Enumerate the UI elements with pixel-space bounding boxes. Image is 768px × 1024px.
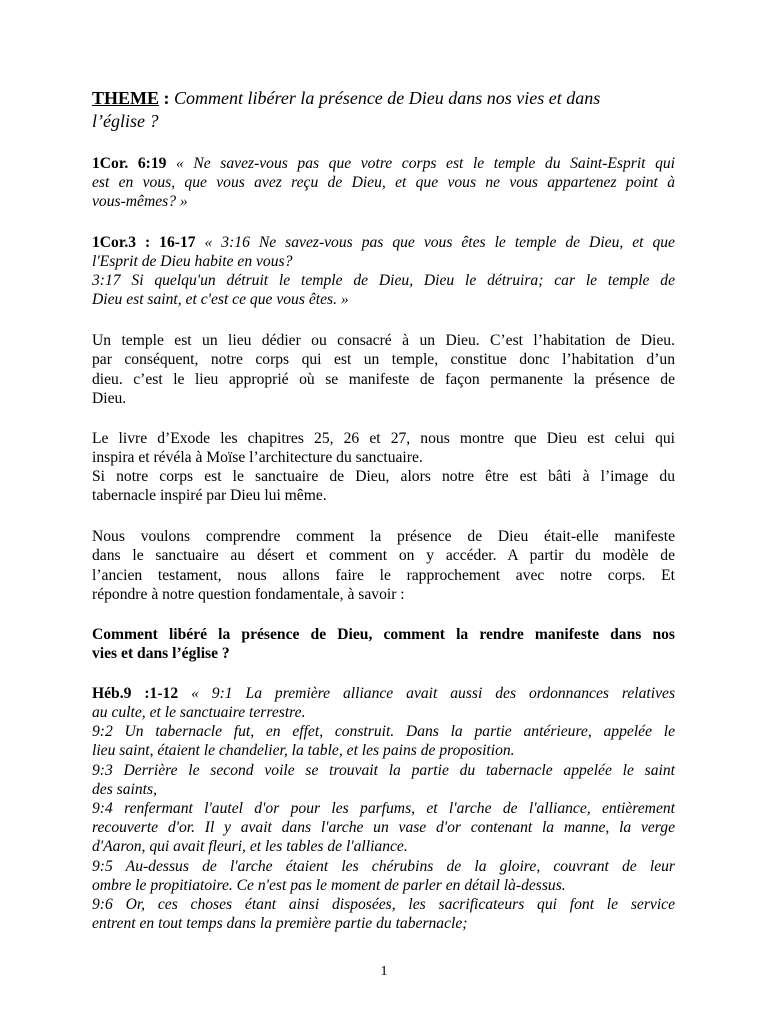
verse-line: des saints, xyxy=(92,781,157,798)
verse-line: vous-mêmes? » xyxy=(92,193,188,210)
verse-line: Dieu est saint, et c'est ce que vous êtes. » xyxy=(92,291,349,308)
paragraph-line: Dieu. xyxy=(92,390,127,407)
paragraph-line: tabernacle inspiré par Dieu lui même. xyxy=(92,487,327,504)
verse-line: 9:6 Or, ces choses étant ainsi disposées, les sacrificateurs qui font le service xyxy=(92,896,675,913)
verse-reference: 1Cor.3 : 16-17 xyxy=(92,234,196,251)
verse-line: recouverte d'or. Il y avait dans l'arche un vase d'or contenant la manne, la verge xyxy=(92,819,675,836)
paragraph-line: répondre à notre question fondamentale, à savoir : xyxy=(92,586,405,603)
verse-text: « Ne savez-vous pas que votre corps est le temple du Saint-Esprit qui xyxy=(166,155,675,172)
verse-line: 9:5 Au-dessus de l'arche étaient les chérubins de la gloire, couvrant de leur xyxy=(92,858,675,875)
verse-line: est en vous, que vous avez reçu de Dieu, et que vous ne vous appartenez point à xyxy=(92,174,675,191)
paragraph-line: par conséquent, notre corps qui est un temple, constitue donc l’habitation d’un xyxy=(92,351,675,368)
paragraph-line: l’ancien testament, nous allons faire le rapprochement avec notre corps. Et xyxy=(92,567,675,584)
verse-text: « 3:16 Ne savez-vous pas que vous êtes le temple de Dieu, et que xyxy=(195,234,675,251)
paragraph-line: Nous voulons comprendre comment la présence de Dieu était-elle manifeste xyxy=(92,528,675,545)
verse-line: lieu saint, étaient le chandelier, la table, et les pains de proposition. xyxy=(92,742,515,759)
verse-line: entrent en tout temps dans la première partie du tabernacle; xyxy=(92,915,468,932)
paragraph-line: inspira et révéla à Moïse l’architecture du sanctuaire. xyxy=(92,449,423,466)
verse-line: au culte, et le sanctuaire terrestre. xyxy=(92,704,306,721)
verse-line: 9:4 renfermant l'autel d'or pour les parfums, et l'arche de l'alliance, entièrement xyxy=(92,800,675,817)
theme-text-line-2: l’église ? xyxy=(92,111,159,131)
verse-line: 9:2 Un tabernacle fut, en effet, construit. Dans la partie antérieure, appelée le xyxy=(92,723,675,740)
verse-line: 9:3 Derrière le second voile se trouvait la partie du tabernacle appelée le saint xyxy=(92,762,675,779)
page-number: 1 xyxy=(380,964,388,979)
verse-reference: 1Cor. 6:19 xyxy=(92,155,167,172)
theme-text-line-1: Comment libérer la présence de Dieu dans nos vies et dans xyxy=(174,88,601,108)
verse-line: ombre le propitiatoire. Ce n'est pas le moment de parler en détail là-dessus. xyxy=(92,877,566,894)
paragraph-line: dieu. c’est le lieu approprié où se manifeste de façon permanente la présence de xyxy=(92,371,675,388)
page-title xyxy=(92,87,600,109)
verse-line: d'Aaron, qui avait fleuri, et les tables de l'alliance. xyxy=(92,838,408,855)
paragraph-line: Le livre d’Exode les chapitres 25, 26 et 27, nous montre que Dieu est celui qui xyxy=(92,430,675,447)
verse-line: l'Esprit de Dieu habite en vous? xyxy=(92,253,293,270)
theme-label: THEME xyxy=(92,88,160,108)
question-line: vies et dans l’église ? xyxy=(92,645,230,662)
theme-separator: : xyxy=(159,88,175,108)
question-line: Comment libéré la présence de Dieu, comment la rendre manifeste dans nos xyxy=(92,626,675,643)
verse-line xyxy=(92,154,675,173)
verse-text: « 9:1 La première alliance avait aussi des ordonnances relatives xyxy=(178,685,676,702)
verse-line: 3:17 Si quelqu'un détruit le temple de Dieu, Dieu le détruira; car le temple de xyxy=(92,272,675,289)
verse-reference: Héb.9 :1-12 xyxy=(92,685,179,702)
verse-line xyxy=(92,233,675,252)
paragraph-line: dans le sanctuaire au désert et comment on y accéder. A partir du modèle de xyxy=(92,547,675,564)
paragraph-line: Un temple est un lieu dédier ou consacré à un Dieu. C’est l’habitation de Dieu. xyxy=(92,332,675,349)
verse-line xyxy=(92,684,675,703)
paragraph-line: Si notre corps est le sanctuaire de Dieu, alors notre être est bâti à l’image du xyxy=(92,468,675,485)
